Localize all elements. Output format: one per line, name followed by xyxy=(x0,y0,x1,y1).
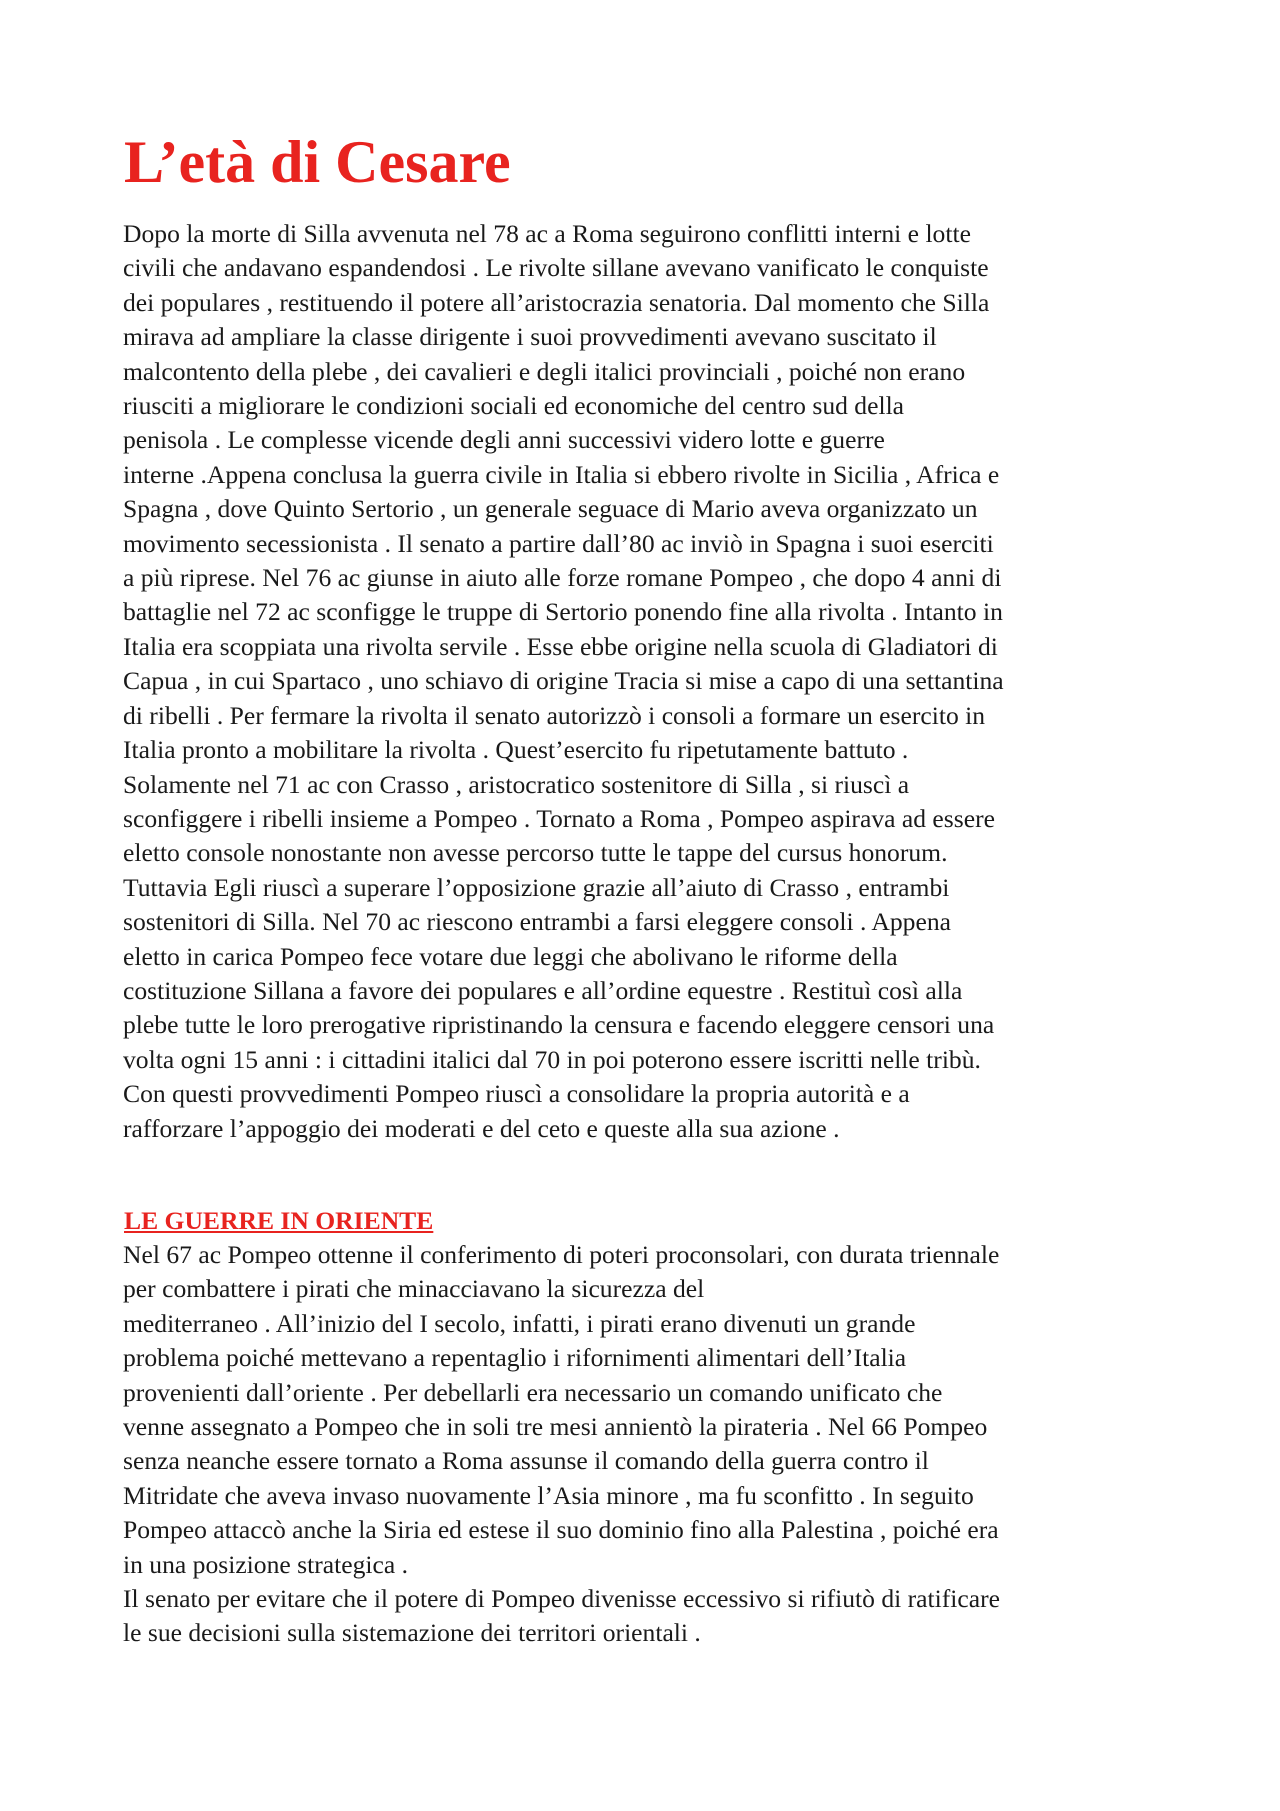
text-line: sostenitori di Silla. Nel 70 ac riescono entrambi a farsi eleggere consoli . Appena xyxy=(123,907,951,937)
text-line: interne .Appena conclusa la guerra civile in Italia si ebbero rivolte in Sicilia , Africa e xyxy=(123,459,1000,489)
text-line: riusciti a migliorare le condizioni sociali ed economiche del centro sud della xyxy=(123,391,905,421)
text-line: venne assegnato a Pompeo che in soli tre mesi annientò la pirateria . Nel 66 Pompeo xyxy=(123,1412,988,1442)
text-line: battaglie nel 72 ac sconfigge le truppe di Sertorio ponendo fine alla rivolta . Intanto in xyxy=(123,597,1003,627)
text-line: Nel 67 ac Pompeo ottenne il conferimento di poteri proconsolari, con durata triennale xyxy=(123,1240,1000,1269)
text-line: Mitridate che aveva invaso nuovamente l’Asia minore , ma fu sconfitto . In seguito xyxy=(123,1480,974,1510)
text-line: in una posizione strategica . xyxy=(123,1549,408,1579)
text-line: movimento secessionista . Il senato a partire dall’80 ac inviò in Spagna i suoi eserciti xyxy=(123,528,994,558)
page-title: L’età di Cesare xyxy=(124,129,511,195)
text-line: Il senato per evitare che il potere di Pompeo divenisse eccessivo si rifiutò di ratificare xyxy=(123,1584,1000,1614)
text-line: Spagna , dove Quinto Sertorio , un generale seguace di Mario aveva organizzato un xyxy=(123,494,978,524)
text-line: di ribelli . Per fermare la rivolta il senato autorizzò i consoli a formare un esercito in xyxy=(123,700,986,730)
text-line: penisola . Le complesse vicende degli anni successivi videro lotte e guerre xyxy=(123,425,885,455)
text-line: Solamente nel 71 ac con Crasso , aristocratico sostenitore di Silla , si riuscì a xyxy=(123,769,910,799)
text-line: malcontento della plebe , dei cavalieri e degli italici provinciali , poiché non erano xyxy=(123,356,966,386)
text-line: provenienti dall’oriente . Per debellarli era necessario un comando unificato che xyxy=(123,1377,943,1407)
text-line: per combattere i pirati che minacciavano la sicurezza del xyxy=(123,1274,705,1304)
text-line: volta ogni 15 anni : i cittadini italici dal 70 in poi poterono essere iscritti nelle tribù. xyxy=(123,1044,981,1074)
text-line: Pompeo attaccò anche la Siria ed estese il suo dominio fino alla Palestina , poiché era xyxy=(123,1515,999,1545)
text-line: mirava ad ampliare la classe dirigente i suoi provvedimenti avevano suscitato il xyxy=(123,322,937,352)
text-line: a più riprese. Nel 76 ac giunse in aiuto alle forze romane Pompeo , che dopo 4 anni di xyxy=(123,563,1002,593)
text-line: Con questi provvedimenti Pompeo riuscì a consolidare la propria autorità e a xyxy=(123,1079,910,1109)
paragraph-guerre-oriente xyxy=(123,1238,1183,1651)
text-line: Tuttavia Egli riuscì a superare l’opposizione grazie all’aiuto di Crasso , entrambi xyxy=(123,872,950,902)
text-line: Italia era scoppiata una rivolta servile . Esse ebbe origine nella scuola di Gladiatori di xyxy=(123,631,998,661)
text-line: eletto console nonostante non avesse percorso tutte le tappe del cursus honorum. xyxy=(123,838,948,868)
text-line: costituzione Sillana a favore dei populares e all’ordine equestre . Restituì così alla xyxy=(123,975,963,1005)
text-line: senza neanche essere tornato a Roma assunse il comando della guerra contro il xyxy=(123,1446,929,1476)
text-line: plebe tutte le loro prerogative ripristinando la censura e facendo eleggere censori una xyxy=(123,1010,995,1040)
text-line: Capua , in cui Spartaco , uno schiavo di origine Tracia si mise a capo di una settantina xyxy=(123,666,1004,696)
text-line: civili che andavano espandendosi . Le rivolte sillane avevano vanificato le conquiste xyxy=(123,253,989,283)
text-line: Dopo la morte di Silla avvenuta nel 78 ac a Roma seguirono conflitti interni e lotte xyxy=(123,219,971,248)
text-line: eletto in carica Pompeo fece votare due leggi che abolivano le riforme della xyxy=(123,941,898,971)
text-line: le sue decisioni sulla sistemazione dei territori orientali . xyxy=(123,1618,701,1648)
text-line: sconfiggere i ribelli insieme a Pompeo . Tornato a Roma , Pompeo aspirava ad essere xyxy=(123,803,995,833)
text-line: mediterraneo . All’inizio del I secolo, infatti, i pirati erano divenuti un grande xyxy=(123,1308,916,1338)
text-line: rafforzare l’appoggio dei moderati e del ceto e queste alla sua azione . xyxy=(123,1113,840,1143)
paragraph-intro xyxy=(123,217,1183,1146)
text-line: dei populares , restituendo il potere all’aristocrazia senatoria. Dal momento che Silla xyxy=(123,287,990,317)
section-heading: LE GUERRE IN ORIENTE xyxy=(124,1206,434,1235)
text-line: problema poiché mettevano a repentaglio i rifornimenti alimentari dell’Italia xyxy=(123,1343,907,1373)
text-line: Italia pronto a mobilitare la rivolta . Quest’esercito fu ripetutamente battuto . xyxy=(123,735,909,765)
